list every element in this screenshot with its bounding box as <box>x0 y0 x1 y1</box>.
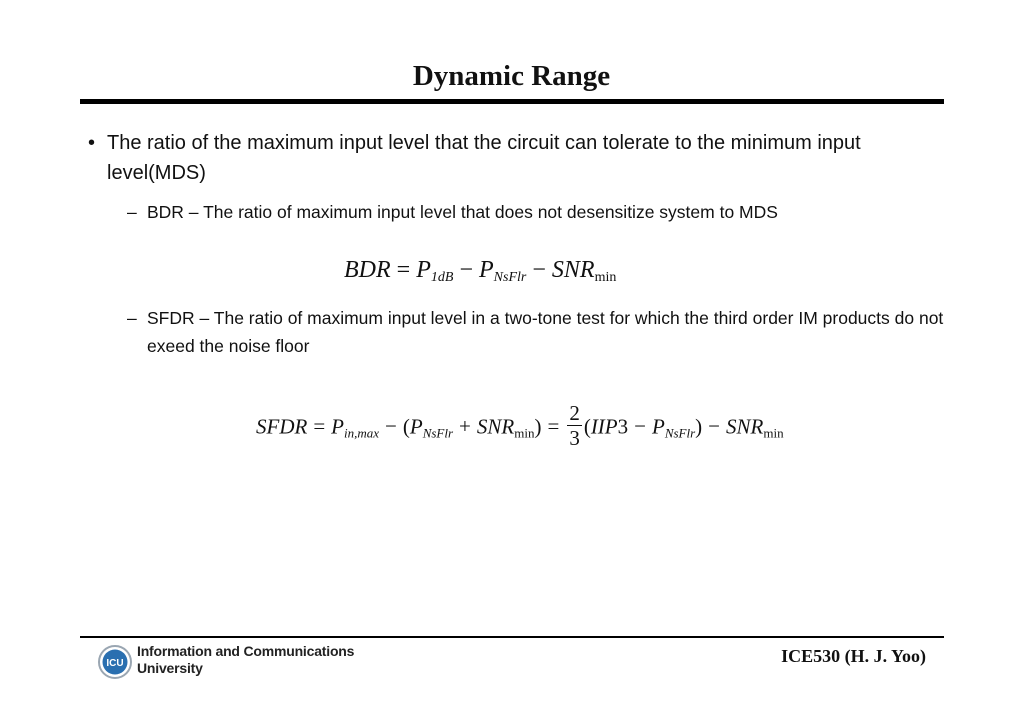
eq-sfdr-iip: IIP <box>590 414 618 439</box>
eq-bdr-p: P <box>416 257 431 283</box>
title-divider <box>80 99 944 104</box>
sub-item-marker: – <box>127 202 137 222</box>
logo-icon-text: ICU <box>106 658 124 669</box>
eq-frac-den: 3 <box>569 426 580 450</box>
eq-sfdr-snr: SNR <box>476 414 515 439</box>
eq-bdr-noise-sub: NsFlr <box>493 270 527 285</box>
eq-bdr-lhs: BDR <box>344 257 391 283</box>
eq-sfdr-p-sub: in,max <box>344 425 380 441</box>
sub-item-text: SFDR – The ratio of maximum input level in a two-tone test for which the third order IM products do not exeed the noise floor <box>147 308 944 356</box>
bullet-marker: • <box>88 132 96 154</box>
slide-title: Dynamic Range <box>412 60 611 92</box>
eq-bdr-p-sub: 1dB <box>430 270 454 285</box>
eq-sfdr-lhs: SFDR <box>256 414 308 439</box>
eq-sfdr-iip-num: 3 <box>617 414 629 439</box>
eq-sfdr-snr-sub: min <box>514 425 535 441</box>
sfdr-equation: SFDR = $P_{in,max} - (P_{NsFlr} + SNR_{min})$ = $\frac{2}{3}$ $(IIP3 - P_{NsFlr}) - SNR_{min}$ <box>256 401 784 450</box>
eq-frac-num: 2 <box>569 401 580 425</box>
university-name <box>137 643 354 677</box>
eq-bdr-noise: P <box>478 257 494 283</box>
eq-bdr-snr-sub: min <box>594 270 617 285</box>
eq-sfdr-noise2-sub: NsFlr <box>664 425 696 441</box>
footer-divider <box>80 636 944 638</box>
university-logo-icon <box>98 645 132 679</box>
eq-sfdr-snr2-sub: min <box>763 425 784 441</box>
university-name-line2: University <box>137 660 203 676</box>
sub-item-marker: – <box>127 308 137 328</box>
sub-item-text: BDR – The ratio of maximum input level that does not desensitize system to MDS <box>147 202 778 222</box>
bullet-text: The ratio of the maximum input level that the circuit can tolerate to the minimum input level(MDS) <box>107 132 861 184</box>
eq-sfdr-noise: P <box>409 414 423 439</box>
eq-sfdr-snr2: SNR <box>726 414 764 439</box>
eq-sfdr-noise-sub: NsFlr <box>422 425 454 441</box>
eq-sfdr-p: P <box>331 414 344 439</box>
eq-fraction <box>567 401 582 450</box>
course-label: ICE530 (H. J. Yoo) <box>781 646 926 666</box>
eq-bdr-snr: SNR <box>551 257 595 283</box>
eq-sfdr-noise2: P <box>651 414 665 439</box>
bdr-equation: BDR = $P_{1dB} - P_{NsFlr} - SNR_{min}$ <box>344 257 617 285</box>
university-name-line1: Information and Communications <box>137 643 355 659</box>
